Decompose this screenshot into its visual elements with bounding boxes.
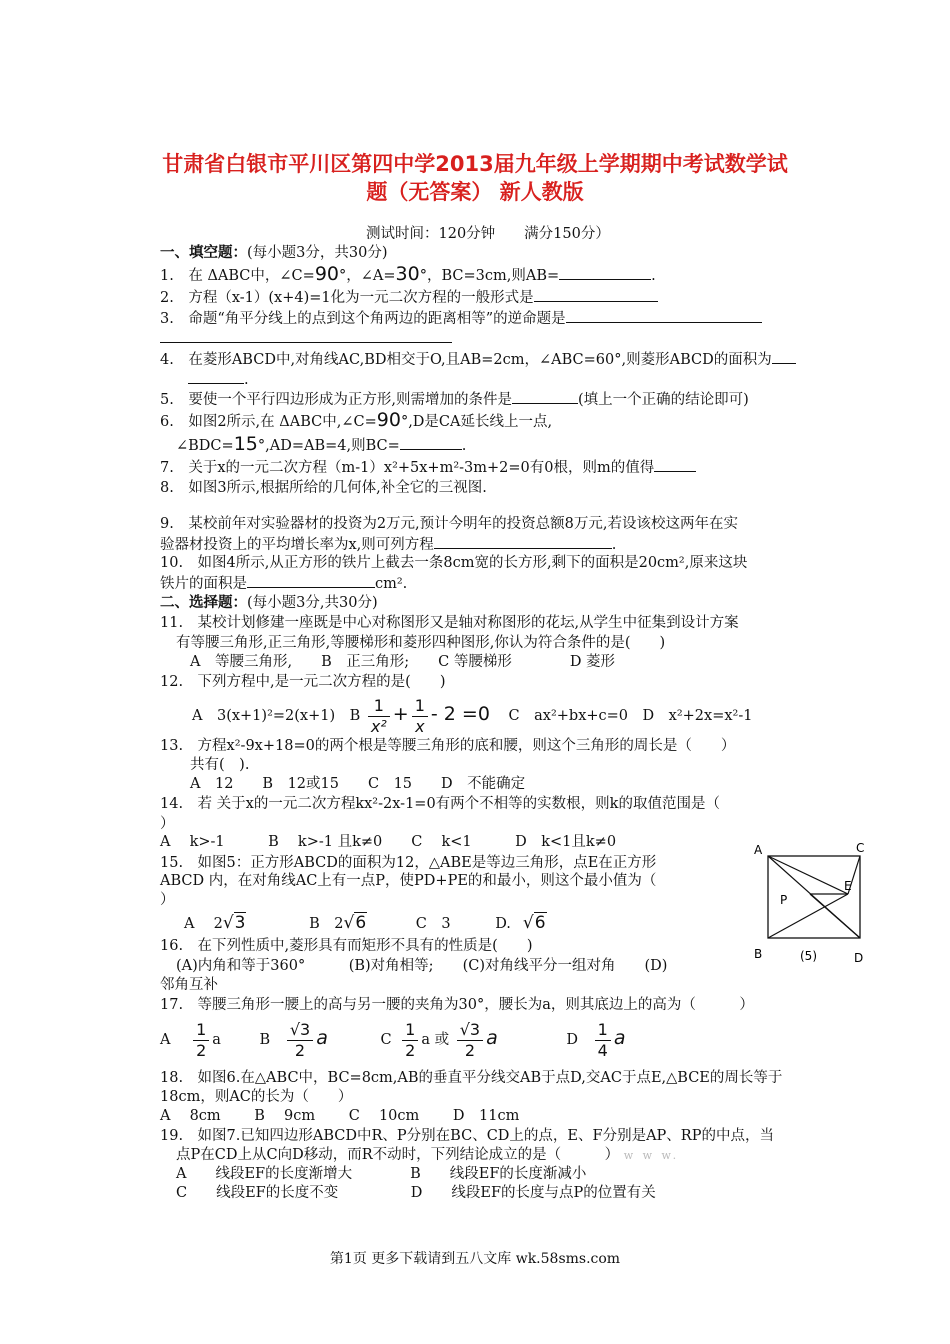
q16-options-text2: 邻角互补	[160, 977, 218, 993]
q13-text: 13. 方程x²-9x+18=0的两个根是等腰三角形的底和腰，则这个三角形的周长是（ ）	[160, 738, 736, 754]
q4-period: .	[244, 372, 249, 388]
q6-text: 6. 如图2所示,在 ΔABC中,∠C=	[160, 414, 377, 430]
q4-answer-blank[interactable]	[772, 349, 796, 364]
q15-option-c: C 3	[415, 916, 451, 932]
q15-option-a: A 2	[184, 916, 223, 932]
q17-option-a-var: a	[212, 1032, 221, 1048]
q12-option-c-d: C ax²+bx+c=0 D x²+2x=x²-1	[508, 708, 753, 724]
q17-option-c-var: a 或	[421, 1032, 450, 1048]
q17-option-d-label: D	[566, 1032, 579, 1048]
q15-text2: ABCD 内，在对角线AC上有一点P，使PD+PE的和最小，则这个最小值为（	[160, 873, 657, 889]
q17-option-b-label: B	[259, 1032, 271, 1048]
q11-options-text: A 等腰三角形, B 正三角形; C 等腰梯形 D 菱形	[190, 654, 616, 670]
q16-options-text: (A)内角和等于360° (B)对角相等; (C)对角线平分一组对角 (D)	[176, 958, 668, 974]
question-17	[160, 995, 754, 1015]
question-16-cont	[160, 975, 218, 995]
question-8	[160, 478, 487, 498]
q17-option-d-var: a	[613, 1027, 626, 1049]
q17-option-c-frac: $\frac{1}{2}$	[402, 1020, 418, 1061]
question-2	[160, 287, 658, 308]
q14-options-text: A k>-1 B k>-1 且k≠0 C k<1 D k<1且k≠0	[160, 834, 617, 850]
page-footer: 第1页 更多下载请到五八文库 wk.58sms.com	[329, 1251, 621, 1267]
fig5-label-a: A	[754, 843, 763, 857]
q12-fraction-1: $\frac{1}{\text{x²}}$	[368, 696, 390, 737]
q5-note: (填上一个正确的结论即可)	[577, 392, 749, 408]
q19-options-text-2: C 线段EF的长度不变 D 线段EF的长度与点P的位置有关	[176, 1185, 656, 1201]
question-3-blank-line	[160, 328, 452, 349]
q1-angle-a: 30	[395, 263, 420, 285]
q15-text: 15. 如图5：正方形ABCD的面积为12，△ABE是等边三角形，点E在正方形	[160, 855, 657, 871]
q18-options-text: A 8cm B 9cm C 10cm D 11cm	[160, 1108, 520, 1124]
q9-text2: 验器材投资上的平均增长率为x,则可列方程	[160, 537, 434, 553]
question-18-cont	[160, 1087, 352, 1107]
q4-answer-blank-2[interactable]	[188, 369, 244, 384]
fig5-label-c: C	[856, 841, 865, 855]
q2-text: 2. 方程（x-1）(x+4)=1化为一元二次方程的一般形式是	[160, 290, 534, 306]
question-19-options-2	[176, 1183, 656, 1203]
section2-note: (每小题3分,共30分)	[247, 595, 378, 611]
q15-option-a-sqrt: √3	[222, 913, 246, 933]
q11-text2: 有等腰三角形,正三角形,等腰梯形和菱形四种图形,你认为符合条件的是( )	[176, 635, 666, 651]
q17-option-c-frac2: $\frac{√3}{2}$	[457, 1020, 483, 1061]
question-11-options	[190, 652, 615, 672]
q17-option-c-label: C	[380, 1032, 392, 1048]
question-11	[160, 613, 739, 633]
doc-title-line1: 甘肃省白银市平川区第四中学2013届九年级上学期期中考试数学试	[162, 152, 788, 176]
question-13	[160, 736, 735, 756]
question-9	[160, 514, 738, 534]
section2-title: 二、选择题：	[160, 594, 247, 611]
question-10	[160, 553, 747, 573]
section1-heading	[160, 243, 388, 263]
fig5-label-p: P	[780, 893, 788, 907]
fig5-label-d: D	[854, 951, 864, 964]
q2-answer-blank[interactable]	[534, 287, 658, 302]
q7-text: 7. 关于x的一元二次方程（m-1）x²+5x+m²-3m+2=0有0根，则m的值得	[160, 460, 655, 476]
q15-text3: ）	[160, 892, 175, 908]
q19-text2: 点P在CD上从C向D移动，而R不动时，下列结论成立的是（ ）	[176, 1147, 620, 1163]
q1-period: .	[651, 268, 656, 284]
q1-text2: °，∠A=	[339, 268, 396, 284]
question-15-cont	[160, 871, 656, 891]
question-1	[160, 264, 656, 286]
q9-answer-blank[interactable]	[434, 534, 612, 549]
q15-option-b: B 2	[309, 916, 344, 932]
q17-option-a-frac: $\frac{1}{2}$	[193, 1020, 209, 1061]
question-10-cont	[160, 573, 407, 594]
q15-option-b-sqrt: √6	[343, 913, 367, 933]
q6-angle-bdc: 15	[233, 433, 258, 455]
q17-option-d-frac: $\frac{1}{4}$	[595, 1020, 611, 1061]
q6-answer-blank[interactable]	[400, 435, 462, 450]
question-6-cont	[176, 434, 466, 456]
q6-angle-c: 90	[376, 409, 401, 431]
figure-5	[752, 838, 868, 964]
q7-answer-blank[interactable]	[654, 457, 696, 472]
q17-option-a-label: A	[160, 1032, 171, 1048]
question-4	[160, 349, 796, 370]
fig5-label-b: B	[754, 947, 763, 961]
q5-answer-blank[interactable]	[512, 389, 578, 404]
question-13-options	[190, 774, 525, 794]
question-7	[160, 457, 696, 478]
section1-note: (每小题3分，共30分)	[247, 245, 388, 261]
question-18-options	[160, 1106, 519, 1126]
q12-text: 12. 下列方程中,是一元二次方程的是( )	[160, 674, 446, 690]
q12-fraction-2: $\frac{1}{x}$	[412, 696, 428, 737]
question-15-cont2	[160, 890, 175, 910]
q12-rest: - 2 =0	[430, 703, 490, 725]
q10-text2: 铁片的面积是	[160, 576, 247, 592]
question-12-options	[192, 694, 752, 737]
question-6	[160, 410, 552, 432]
question-18	[160, 1068, 782, 1088]
question-14	[160, 794, 720, 814]
q18-text: 18. 如图6.在△ABC中，BC=8cm,AB的垂直平分线交AB于点D,交AC于点E,△BCE的周长等于	[160, 1070, 783, 1086]
doc-title-line2: 题（无答案） 新人教版	[366, 180, 584, 204]
q14-text: 14. 若 关于x的一元二次方程kx²-2x-1=0有两个不相等的实数根，则k的取值范围是（	[160, 796, 720, 812]
q6-text3: ∠BDC=	[176, 438, 234, 454]
question-14-cont	[160, 814, 175, 834]
fig5-line-ae	[768, 856, 848, 894]
q17-option-b-frac: $\frac{√3}{2}$	[287, 1020, 313, 1061]
q12-option-a-b: A 3(x+1)²=2(x+1) B	[192, 708, 361, 724]
q6-text2: °,D是CA延长线上一点,	[400, 414, 553, 430]
q6-period: .	[461, 438, 467, 454]
q3-answer-blank-2[interactable]	[160, 328, 452, 343]
q17-option-c-var2: a	[486, 1027, 498, 1049]
q15-option-d-sqrt: √6	[522, 913, 546, 933]
q1-answer-blank[interactable]	[559, 265, 651, 280]
section2-heading	[160, 593, 378, 613]
q17-text: 17. 等腰三角形一腰上的高与另一腰的夹角为30°，腰长为a，则其底边上的高为（ ）	[160, 997, 754, 1013]
q10-text: 10. 如图4所示,从正方形的铁片上截去一条8cm宽的长方形,剩下的面积是20cm²,原来这块	[160, 555, 748, 571]
q9-text: 9. 某校前年对实验器材的投资为2万元,预计今明年的投资总额8万元,若设该校这两年在实	[160, 516, 738, 532]
q13-text2: 共有( ).	[190, 757, 250, 773]
q9-period: .	[611, 537, 617, 553]
q14-text2: ）	[160, 816, 175, 832]
q8-text: 8. 如图3所示,根据所给的几何体,补全它的三视图.	[160, 480, 487, 496]
question-17-options	[160, 1018, 625, 1061]
q19-text: 19. 如图7.已知四边形ABCD中R、P分别在BC、CD上的点，E、F分别是AP、RP的中点，当	[160, 1128, 774, 1144]
question-19	[160, 1126, 774, 1146]
question-19-options-1	[176, 1164, 586, 1184]
question-15	[160, 853, 656, 873]
question-15-options	[184, 913, 547, 934]
q19-watermark: w w w.	[623, 1149, 680, 1162]
q1-text: 1. 在 ΔABC中，∠C=	[160, 268, 315, 284]
q17-option-b-var: a	[316, 1027, 328, 1049]
q18-text2: 18cm，则AC的长为（ ）	[160, 1089, 353, 1105]
q4-text: 4. 在菱形ABCD中,对角线AC,BD相交于O,且AB=2cm，∠ABC=60°,则菱形ABCD的面积为	[160, 352, 772, 368]
q10-answer-blank[interactable]	[247, 573, 375, 588]
question-12	[160, 672, 445, 692]
question-16	[160, 936, 532, 956]
q12-plus: +	[392, 703, 409, 725]
q15-option-d: D.	[495, 916, 511, 932]
question-9-cont	[160, 534, 616, 555]
fig5-label-e: E	[844, 879, 852, 893]
question-14-options	[160, 832, 616, 852]
question-11-cont	[176, 633, 665, 653]
q6-text4: °,AD=AB=4,则BC=	[257, 438, 400, 454]
question-4-cont	[188, 369, 249, 390]
question-3	[160, 308, 762, 329]
q1-angle-c: 90	[314, 263, 339, 285]
section1-title: 一、填空题：	[160, 244, 247, 261]
exam-info: 测试时间：120分钟 满分150分）	[366, 226, 610, 242]
q3-answer-blank[interactable]	[566, 308, 762, 323]
q13-options-text: A 12 B 12或15 C 15 D 不能确定	[190, 776, 526, 792]
q1-text3: °，BC=3cm,则AB=	[419, 268, 560, 284]
q19-options-text-1: A 线段EF的长度渐增大 B 线段EF的长度渐减小	[176, 1166, 587, 1182]
question-16-options	[176, 956, 667, 976]
question-19-cont	[176, 1145, 679, 1166]
q16-text: 16. 在下列性质中,菱形具有而矩形不具有的性质是( )	[160, 938, 533, 954]
question-5	[160, 389, 749, 410]
q5-text: 5. 要使一个平行四边形成为正方形,则需增加的条件是	[160, 392, 512, 408]
q10-unit: cm².	[375, 576, 408, 592]
question-13-cont	[190, 755, 249, 775]
fig5-caption: (5)	[800, 949, 817, 963]
q11-text: 11. 某校计划修建一座既是中心对称图形又是轴对称图形的花坛,从学生中征集到设计方案	[160, 615, 739, 631]
q3-text: 3. 命题“角平分线上的点到这个角两边的距离相等”的逆命题是	[160, 311, 566, 327]
